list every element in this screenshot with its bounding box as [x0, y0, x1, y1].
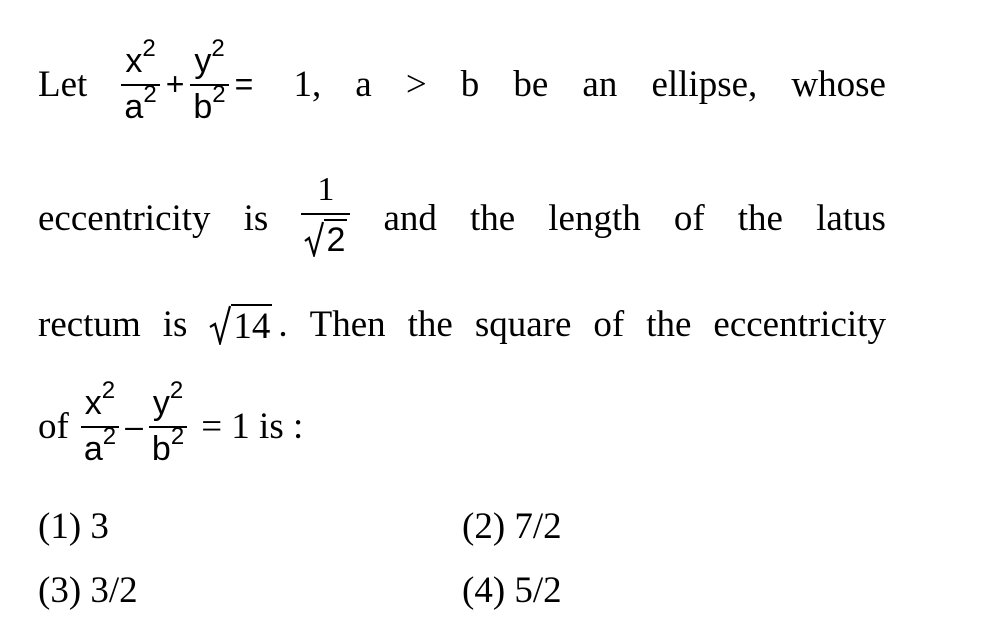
- equation-tail: = 1 is :: [201, 405, 304, 447]
- word: is: [243, 197, 269, 239]
- word: the: [407, 303, 453, 345]
- word: be: [513, 63, 549, 105]
- option-2[interactable]: (2) 7/2: [462, 506, 562, 547]
- word: of: [593, 303, 625, 345]
- radicand-14: 14: [233, 305, 271, 347]
- radicand-2: 2: [326, 221, 346, 259]
- exponent: 2: [142, 34, 156, 62]
- option-4[interactable]: (4) 5/2: [462, 570, 562, 611]
- numerator-x: x: [125, 42, 143, 80]
- period: .: [278, 303, 288, 345]
- word-let: Let: [38, 63, 88, 105]
- word: of: [673, 197, 705, 239]
- exponent: 2: [211, 34, 225, 62]
- word: Then: [309, 303, 386, 345]
- word: a: [355, 63, 372, 105]
- word: the: [737, 197, 783, 239]
- word: eccentricity: [713, 303, 886, 345]
- question-line-3: [38, 298, 886, 350]
- plus-sign: +: [165, 65, 185, 102]
- question-line-4: [38, 364, 886, 488]
- exponent: 2: [143, 80, 157, 108]
- fraction-1-over-root-2: [301, 173, 350, 263]
- exponent: 2: [170, 422, 185, 450]
- exponent: 2: [102, 422, 117, 450]
- word: rectum: [38, 303, 141, 345]
- exponent: 2: [101, 376, 116, 404]
- root-14-group: [209, 303, 287, 346]
- word: eccentricity: [38, 197, 211, 239]
- word: length: [548, 197, 641, 239]
- word: is: [162, 303, 188, 345]
- fraction-x2-a2: [121, 34, 159, 126]
- option-3[interactable]: (3) 3/2: [38, 570, 138, 611]
- word: whose: [791, 63, 886, 105]
- greater-than-sign: >: [405, 63, 427, 105]
- denominator-b: b: [193, 88, 213, 126]
- word: and: [383, 197, 437, 239]
- word: the: [646, 303, 692, 345]
- word: ellipse,: [651, 63, 758, 105]
- radical-sign-icon: [209, 305, 231, 345]
- question-line-1: [38, 26, 886, 142]
- numerator-1: 1: [317, 171, 335, 208]
- radical-sign-icon: [304, 221, 324, 257]
- word: the: [469, 197, 516, 239]
- word: b: [460, 63, 480, 105]
- numerator-y: y: [152, 384, 170, 422]
- numerator-y: y: [194, 42, 212, 80]
- numerator-x: x: [84, 384, 102, 422]
- minus-sign: –: [125, 407, 143, 444]
- denominator-a: a: [124, 88, 144, 126]
- equals-sign: =: [234, 65, 254, 102]
- word-of: of: [38, 405, 69, 447]
- word: latus: [816, 197, 886, 239]
- question-line-2: [38, 166, 886, 270]
- exponent: 2: [212, 80, 226, 108]
- square-root-14: [209, 304, 272, 345]
- exponent: 2: [169, 376, 184, 404]
- denominator-b: b: [151, 430, 171, 468]
- fraction-y2-b2: [149, 376, 187, 468]
- option-1[interactable]: (1) 3: [38, 506, 109, 547]
- square-root-2: [304, 219, 347, 257]
- word: square: [474, 303, 572, 345]
- fraction-x2-a2: [81, 376, 119, 468]
- word: 1,: [293, 63, 322, 105]
- denominator-a: a: [83, 430, 103, 468]
- word: an: [582, 63, 618, 105]
- fraction-y2-b2: [190, 34, 228, 126]
- ellipse-equation: [121, 34, 259, 126]
